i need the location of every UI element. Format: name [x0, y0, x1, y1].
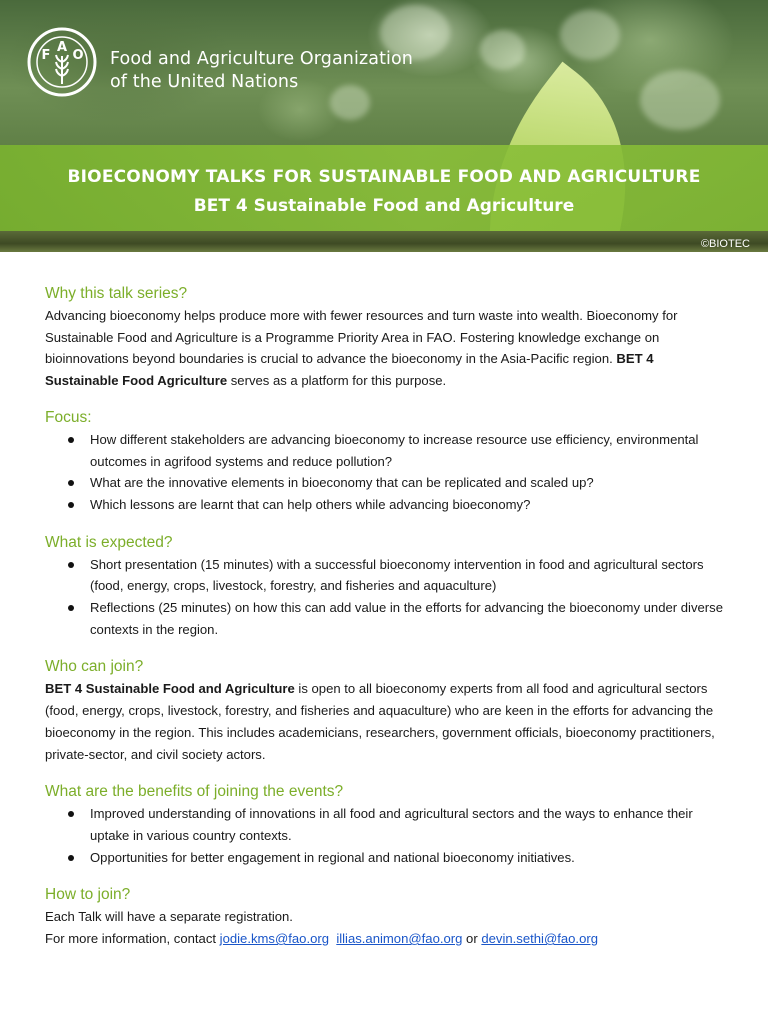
title-band	[0, 145, 768, 231]
banner-subtitle: BET 4 Sustainable Food and Agriculture	[193, 196, 575, 216]
how-line2	[45, 928, 725, 950]
photo-credit: ©BIOTEC	[700, 238, 750, 250]
list-item: What are the innovative elements in bioeconomy that can be replicated and scaled up?	[90, 472, 725, 494]
section-heading: Focus:	[45, 408, 92, 426]
wheat-ear-icon	[56, 55, 68, 84]
section-heading: Who can join?	[45, 658, 144, 676]
bokeh-light	[560, 10, 620, 60]
expected-list	[45, 554, 725, 641]
document-body	[45, 252, 725, 950]
bokeh-light	[480, 30, 525, 70]
why-bold-text: BET 4 Sustainable Food Agriculture	[45, 351, 654, 389]
section-heading: What are the benefits of joining the events?	[45, 783, 344, 801]
section-why	[45, 283, 725, 392]
banner-title: BIOECONOMY TALKS FOR SUSTAINABLE FOOD AND AGRICULTURE	[67, 167, 701, 187]
how-line1: Each Talk will have a separate registration.	[45, 909, 293, 925]
contact-prefix: For more information, contact	[45, 931, 220, 947]
why-text: Advancing bioeconomy helps produce more with fewer resources and turn waste into wealth. Bioeconomy for Sustainable Food and Agriculture is a Programme Priority Area in FAO. Fostering knowledge exchange on bioinnovations beyond boundaries is crucial to advance the bioeconomy in the Asia-Pacific region.	[45, 308, 678, 367]
who-text: is open to all bioeconomy experts from all food and agricultural sectors (food, energy, crops, livestock, forestry, and fisheries and aquaculture) who are keen in the efforts for advancing the bioeconomy in the region. This includes academicians, researchers, government officials, bioeconomy practitioners, private-sector, and civil society actors.	[45, 681, 715, 762]
list-item: Which lessons are learnt that can help others while advancing bioeconomy?	[90, 494, 725, 516]
list-item: Improved understanding of innovations in all food and agricultural sectors and the ways to enhance their uptake in various country contexts.	[90, 803, 725, 846]
why-paragraph	[45, 305, 725, 392]
section-heading: What is expected?	[45, 533, 173, 551]
list-item: Short presentation (15 minutes) with a successful bioeconomy intervention in food and agricultural sectors (food, energy, crops, livestock, forestry, and fisheries and aquaculture)	[90, 554, 725, 597]
why-text-end: serves as a platform for this purpose.	[227, 373, 447, 389]
section-who	[45, 656, 725, 765]
section-heading: How to join?	[45, 886, 131, 904]
fao-logo	[26, 26, 98, 98]
or-text: or	[462, 931, 482, 947]
focus-list	[45, 429, 725, 516]
section-expected	[45, 532, 725, 641]
section-focus	[45, 407, 725, 516]
logo-letter-a: A	[56, 40, 68, 55]
email-link-devin[interactable]: devin.sethi@fao.org	[481, 931, 598, 947]
ground-strip	[0, 231, 768, 252]
benefits-list	[45, 803, 725, 868]
who-paragraph	[45, 678, 725, 765]
org-name-line1: Food and Agriculture Organization	[110, 49, 413, 69]
org-name-line2: of the United Nations	[110, 72, 299, 92]
logo-letter-o: O	[72, 48, 84, 63]
header-banner	[0, 0, 768, 252]
list-item: Opportunities for better engagement in regional and national bioeconomy initiatives.	[90, 847, 725, 869]
logo-letter-f: F	[41, 48, 51, 63]
section-heading: Why this talk series?	[45, 285, 188, 302]
section-how	[45, 884, 725, 949]
email-link-jodie[interactable]: jodie.kms@fao.org	[219, 931, 330, 947]
section-benefits	[45, 781, 725, 868]
bokeh-light	[640, 70, 720, 130]
email-link-illias[interactable]: illias.animon@fao.org	[336, 931, 463, 947]
list-item: How different stakeholders are advancing bioeconomy to increase resource use efficiency, environmental outcomes in agrifood systems and reduce pollution?	[90, 429, 725, 472]
who-bold-text: BET 4 Sustainable Food and Agriculture	[45, 681, 295, 697]
organization-name	[110, 48, 413, 94]
list-item: Reflections (25 minutes) on how this can add value in the efforts for advancing the bioeconomy under diverse contexts in the region.	[90, 597, 725, 640]
